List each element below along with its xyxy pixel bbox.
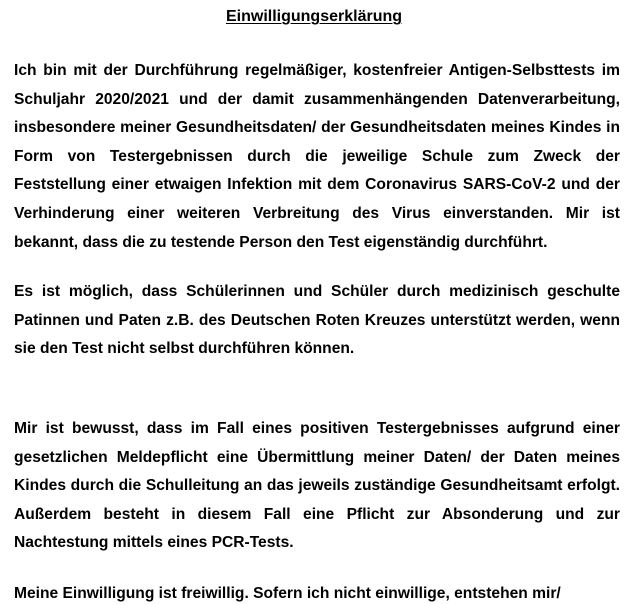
paragraph-voluntary: Meine Einwilligung ist freiwillig. Sofern ich nicht einwillige, entstehen mir/ <box>14 585 561 602</box>
paragraph-test-consent: Ich bin mit der Durchführung regelmäßiger, kostenfreier Antigen-Selbsttests im Schuljahr 2020/2021 und der damit zusammenhängenden Datenverarbeitung, insbesondere meiner Gesundheitsdaten/ der Gesundheitsdaten meines Kindes in Form von Testergebnissen durch die jeweilige Schule zum Zweck der Feststellung einer etwaigen Infektion mit dem Coronavirus SARS-CoV-2 und der Verhinderung einer weiteren Verbreitung des Virus einverstanden. Mir ist bekannt, dass die zu testende Person den Test eigenständig durchführt. <box>14 62 620 251</box>
paragraph-assistance: Es ist möglich, dass Schülerinnen und Schüler durch medizinisch geschulte Patinnen und Paten z.B. des Deutschen Roten Kreuzes unterstützt werden, wenn sie den Test nicht selbst durchführen können. <box>14 283 620 358</box>
paragraph-reporting-obligation: Mir ist bewusst, dass im Fall eines positiven Testergebnisses aufgrund einer gesetzlichen Meldepflicht eine Übermittlung meiner Daten/ der Daten meines Kindes durch die Schulleitung an das jeweils zuständige Gesundheitsamt erfolgt. Außerdem besteht in diesem Fall eine Pflicht zur Absonderung und zur Nachtestung mittels eines PCR-Tests. <box>14 420 620 552</box>
document-title: Einwilligungserklärung <box>225 8 403 25</box>
